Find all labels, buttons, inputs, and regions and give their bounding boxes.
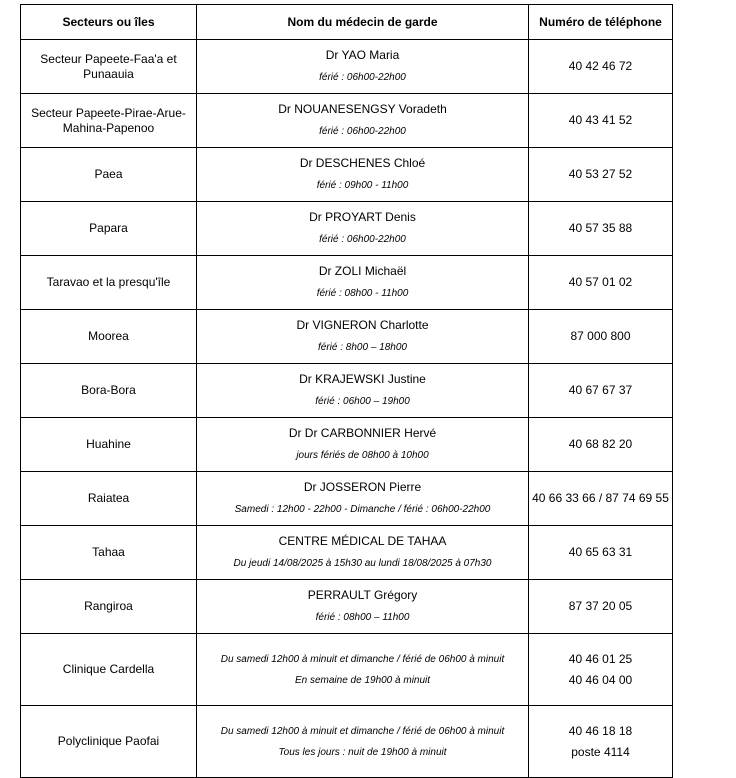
phone-number: 40 46 18 18: [568, 723, 633, 738]
phone-number: 87 000 800: [570, 329, 631, 343]
doctor-cell: [197, 202, 529, 256]
schedule-note: jours fériés de 08h00 à 10h00: [296, 450, 429, 461]
phone-cell: [529, 310, 673, 364]
phone-cell: [529, 472, 673, 526]
table-body: [21, 40, 673, 778]
schedule-note: férié : 06h00 – 19h00: [315, 396, 410, 407]
schedule-note: férié : 8h00 – 18h00: [318, 342, 407, 353]
doctor-name: Dr JOSSERON Pierre: [303, 480, 422, 494]
sector-cell: Clinique Cardella: [21, 634, 197, 706]
phone-number: 40 67 67 37: [568, 383, 633, 397]
phone-cell: [529, 256, 673, 310]
table-row: [21, 418, 673, 472]
header-sector: Secteurs ou îles: [21, 5, 197, 40]
sector-cell: Paea: [21, 148, 197, 202]
doctor-cell: [197, 364, 529, 418]
phone-number: poste 4114: [571, 744, 630, 759]
doctor-cell: [197, 472, 529, 526]
phone-cell: [529, 364, 673, 418]
table-row: [21, 634, 673, 706]
phone-number: 40 42 46 72: [568, 59, 633, 73]
doctor-cell: [197, 418, 529, 472]
schedule-note: férié : 08h00 - 11h00: [316, 288, 409, 299]
doctor-name: Dr Dr CARBONNIER Hervé: [288, 426, 437, 440]
phone-number: 40 46 01 25: [568, 651, 633, 666]
sector-cell: Taravao et la presqu'île: [21, 256, 197, 310]
table-row: [21, 202, 673, 256]
sector-cell: Papara: [21, 202, 197, 256]
schedule-note: férié : 06h00-22h00: [319, 234, 406, 245]
duty-doctor-table: [20, 4, 673, 778]
doctor-name: Dr DESCHENES Chloé: [299, 156, 426, 170]
phone-cell: [529, 202, 673, 256]
phone-number: 40 57 35 88: [568, 221, 633, 235]
table-row: [21, 40, 673, 94]
doctor-cell: [197, 310, 529, 364]
phone-number: 40 68 82 20: [568, 437, 633, 451]
sector-cell: Rangiroa: [21, 580, 197, 634]
table-row: [21, 580, 673, 634]
sector-cell: Bora-Bora: [21, 364, 197, 418]
phone-number: 40 53 27 52: [568, 167, 633, 181]
phone-number: 40 46 04 00: [568, 672, 633, 687]
schedule-note: En semaine de 19h00 à minuit: [294, 674, 431, 686]
schedule-note: Samedi : 12h00 - 22h00 - Dimanche / férié : 06h00-22h00: [234, 504, 491, 515]
doctor-cell: [197, 526, 529, 580]
phone-number: 40 66 33 66 / 87 74 69 55: [532, 491, 669, 505]
sector-cell: Polyclinique Paofai: [21, 706, 197, 778]
schedule-note: férié : 06h00-22h00: [319, 126, 406, 137]
table-row: [21, 256, 673, 310]
table-row: [21, 94, 673, 148]
doctor-cell: [197, 148, 529, 202]
doctor-name: Dr NOUANESENGSY Voradeth: [278, 102, 447, 116]
sector-cell: Secteur Papeete-Faa'a et Punaauia: [21, 40, 197, 94]
doctor-name: Dr VIGNERON Charlotte: [296, 318, 429, 332]
schedule-note: Du jeudi 14/08/2025 à 15h30 au lundi 18/08/2025 à 07h30: [233, 558, 492, 569]
table-row: [21, 364, 673, 418]
doctor-name: Dr YAO Maria: [325, 48, 400, 62]
doctor-name: Dr PROYART Denis: [309, 210, 416, 224]
phone-cell: [529, 148, 673, 202]
schedule-note: férié : 09h00 - 11h00: [316, 180, 409, 191]
doctor-cell: [197, 256, 529, 310]
header-phone: Numéro de téléphone: [529, 5, 673, 40]
doctor-name: Dr ZOLI Michaël: [318, 264, 407, 278]
sector-cell: Huahine: [21, 418, 197, 472]
phone-cell: [529, 526, 673, 580]
doctor-name: PERRAULT Grégory: [307, 588, 418, 602]
header-doctor: Nom du médecin de garde: [197, 5, 529, 40]
phone-number: 40 43 41 52: [568, 113, 633, 127]
schedule-note: férié : 08h00 – 11h00: [315, 612, 410, 623]
schedule-note: Du samedi 12h00 à minuit et dimanche / férié de 06h00 à minuit: [220, 725, 505, 737]
phone-cell: [529, 580, 673, 634]
table-row: [21, 472, 673, 526]
sector-cell: Tahaa: [21, 526, 197, 580]
table-row: [21, 148, 673, 202]
phone-cell: [529, 94, 673, 148]
doctor-name: Dr KRAJEWSKI Justine: [299, 372, 426, 386]
phone-number: 40 57 01 02: [568, 275, 633, 289]
phone-number: 87 37 20 05: [568, 599, 633, 613]
doctor-cell: [197, 40, 529, 94]
phone-number: 40 65 63 31: [568, 545, 633, 559]
table-header-row: [21, 5, 673, 40]
doctor-name: CENTRE MÉDICAL DE TAHAA: [278, 534, 447, 548]
table-row: [21, 310, 673, 364]
phone-cell: [529, 418, 673, 472]
sector-cell: Raiatea: [21, 472, 197, 526]
sector-cell: Moorea: [21, 310, 197, 364]
schedule-note: Du samedi 12h00 à minuit et dimanche / férié de 06h00 à minuit: [220, 653, 505, 665]
doctor-cell: [197, 580, 529, 634]
phone-cell: [529, 634, 673, 706]
phone-cell: [529, 40, 673, 94]
doctor-cell: [197, 94, 529, 148]
schedule-note: férié : 06h00-22h00: [319, 72, 406, 83]
sector-cell: Secteur Papeete-Pirae-Arue-Mahina-Papenoo: [21, 94, 197, 148]
table-row: [21, 526, 673, 580]
doctor-cell: [197, 634, 529, 706]
schedule-note: Tous les jours : nuit de 19h00 à minuit: [278, 746, 447, 758]
